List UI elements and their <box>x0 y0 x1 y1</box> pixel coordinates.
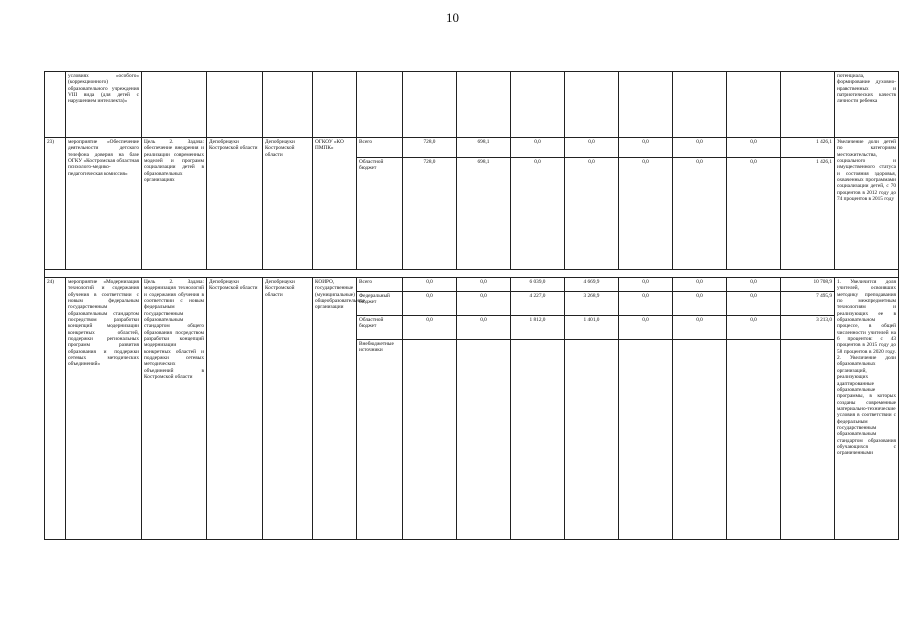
cell-value: 0,0 <box>619 292 673 316</box>
cell-value: 0,0 <box>673 158 727 270</box>
cell-no: 24) <box>45 278 66 540</box>
cell-executor: ОГКОУ «КО ПМПК» <box>313 138 357 270</box>
table-row <box>45 138 899 158</box>
cell-result: 1. Увеличится доля учителей, освоивших методику преподавания по межпредметным технологиям и реализующих ее в образовательном процессе, в общей численности учителей на 6 процентов: с 43 процентов в 2015 году до 58 процентов в 2020 году. 2. Увеличение доли образовательных организаций, реализующих адаптированные образовательные программы, в которых созданы современные материально-технические условия в соответствии с федеральным государственным образовательным стандартом образования обучающихся с ограниченными <box>835 278 899 540</box>
cell-value: 0,0 <box>727 292 781 316</box>
cell-value: 4 669,9 <box>565 278 619 292</box>
cell-value: 0,0 <box>457 292 511 316</box>
table-spacer <box>45 270 899 278</box>
cell-value: 0,0 <box>673 138 727 158</box>
cell-source: Всего <box>357 138 403 158</box>
cell-value-total: 1 426,1 <box>781 138 835 158</box>
cell-activity: условиях «особого» (коррекционного) образовательного учреждения VIII вида (для детей с нарушением интеллекта)» <box>66 72 142 138</box>
cell-goal <box>142 72 207 138</box>
cell-value: 728,0 <box>403 158 457 270</box>
cell-value <box>511 72 565 138</box>
cell-value <box>457 340 511 540</box>
cell-value <box>511 340 565 540</box>
cell-value: 0,0 <box>511 158 565 270</box>
cell-value: 0,0 <box>457 278 511 292</box>
cell-coordinator: Депобрнауки Костромской области <box>263 278 313 540</box>
cell-activity: мероприятие «Модернизация технологий и содержания обучения в соответствии с новым федеральным государственным образовательным стандартом посредством разработки концепций модернизации конкретных областей, поддержки региональных программ развития образования и поддержки сетевых методических объединений» <box>66 278 142 540</box>
cell-value <box>673 72 727 138</box>
cell-value: 0,0 <box>403 278 457 292</box>
cell-executor <box>313 72 357 138</box>
cell-value <box>565 72 619 138</box>
cell-value: 0,0 <box>565 138 619 158</box>
cell-value: 0,0 <box>511 138 565 158</box>
cell-value: 0,0 <box>673 292 727 316</box>
cell-value <box>565 340 619 540</box>
cell-goal: Цель 2. Задача: обеспечение внедрения и реализации современных моделей и программ социализации детей в образовательных организациях <box>142 138 207 270</box>
cell-value-total: 7 495,9 <box>781 292 835 316</box>
cell-value: 698,1 <box>457 138 511 158</box>
cell-value: 0,0 <box>403 292 457 316</box>
cell-value: 0,0 <box>727 316 781 340</box>
cell-value: 0,0 <box>673 316 727 340</box>
cell-value: 0,0 <box>727 158 781 270</box>
cell-no: 23) <box>45 138 66 270</box>
cell-value <box>781 72 835 138</box>
cell-value-total: 1 426,1 <box>781 158 835 270</box>
cell-coordinator: Депобрнауки Костромской области <box>263 138 313 270</box>
cell-value: 0,0 <box>565 158 619 270</box>
cell-goal: Цель 2. Задача: модернизация технологий и содержания обучения в соответствии с новым федеральным государственным образовательным стандартом общего образования посредством разработки концепций модернизации конкретных областей и поддержки сетевых методических объединений в Костромской области <box>142 278 207 540</box>
cell-value-total <box>781 340 835 540</box>
cell-value: 698,1 <box>457 158 511 270</box>
cell-value <box>619 340 673 540</box>
cell-customer <box>207 72 263 138</box>
cell-source: Внебюджетные источники <box>357 340 403 540</box>
cell-value: 728,0 <box>403 138 457 158</box>
cell-value <box>457 72 511 138</box>
cell-source <box>357 72 403 138</box>
cell-customer: Депобрнауки Костромской области <box>207 138 263 270</box>
cell-value-total: 10 708,9 <box>781 278 835 292</box>
cell-no <box>45 72 66 138</box>
cell-value <box>727 72 781 138</box>
cell-result: Увеличение доли детей по категориям местожительства, социального и имущественного статуса и состояния здоровья, охваченных программами социализации детей, с 70 процентов в 2012 году до 74 процентов в 2015 году <box>835 138 899 270</box>
page-number: 10 <box>446 10 459 25</box>
cell-value: 1 401,0 <box>565 316 619 340</box>
cell-value <box>673 340 727 540</box>
cell-value: 0,0 <box>727 138 781 158</box>
cell-customer: Депобрнауки Костромской области <box>207 278 263 540</box>
cell-value: 0,0 <box>619 316 673 340</box>
cell-value: 0,0 <box>727 278 781 292</box>
cell-value: 0,0 <box>619 278 673 292</box>
cell-value: 4 227,0 <box>511 292 565 316</box>
cell-value-total: 3 213,0 <box>781 316 835 340</box>
cell-value: 3 268,9 <box>565 292 619 316</box>
program-activities-table <box>44 71 899 540</box>
cell-value <box>727 340 781 540</box>
cell-result: потенциала, формирование духовно-нравственных и патриотических качеств личности ребенка <box>835 72 899 138</box>
cell-value <box>403 72 457 138</box>
table-row-continued <box>45 72 899 138</box>
cell-value: 0,0 <box>619 158 673 270</box>
cell-activity: мероприятие «Обеспечение деятельности детского телефона доверия на базе ОГКУ «Костромская областная психолого-медико-педагогическая комиссия» <box>66 138 142 270</box>
cell-value: 6 039,0 <box>511 278 565 292</box>
cell-value: 1 812,0 <box>511 316 565 340</box>
cell-source: Областной бюджет <box>357 316 403 340</box>
cell-value <box>403 340 457 540</box>
cell-value <box>619 72 673 138</box>
table-row <box>45 278 899 292</box>
cell-coordinator <box>263 72 313 138</box>
cell-source: Областной бюджет <box>357 158 403 270</box>
cell-value: 0,0 <box>457 316 511 340</box>
cell-value: 0,0 <box>619 138 673 158</box>
cell-source: Всего <box>357 278 403 292</box>
cell-executor: КОИРО, государственные (муниципальные) общеобразовательные организации <box>313 278 357 540</box>
cell-value: 0,0 <box>403 316 457 340</box>
cell-source: Федеральный бюджет <box>357 292 403 316</box>
cell-value: 0,0 <box>673 278 727 292</box>
